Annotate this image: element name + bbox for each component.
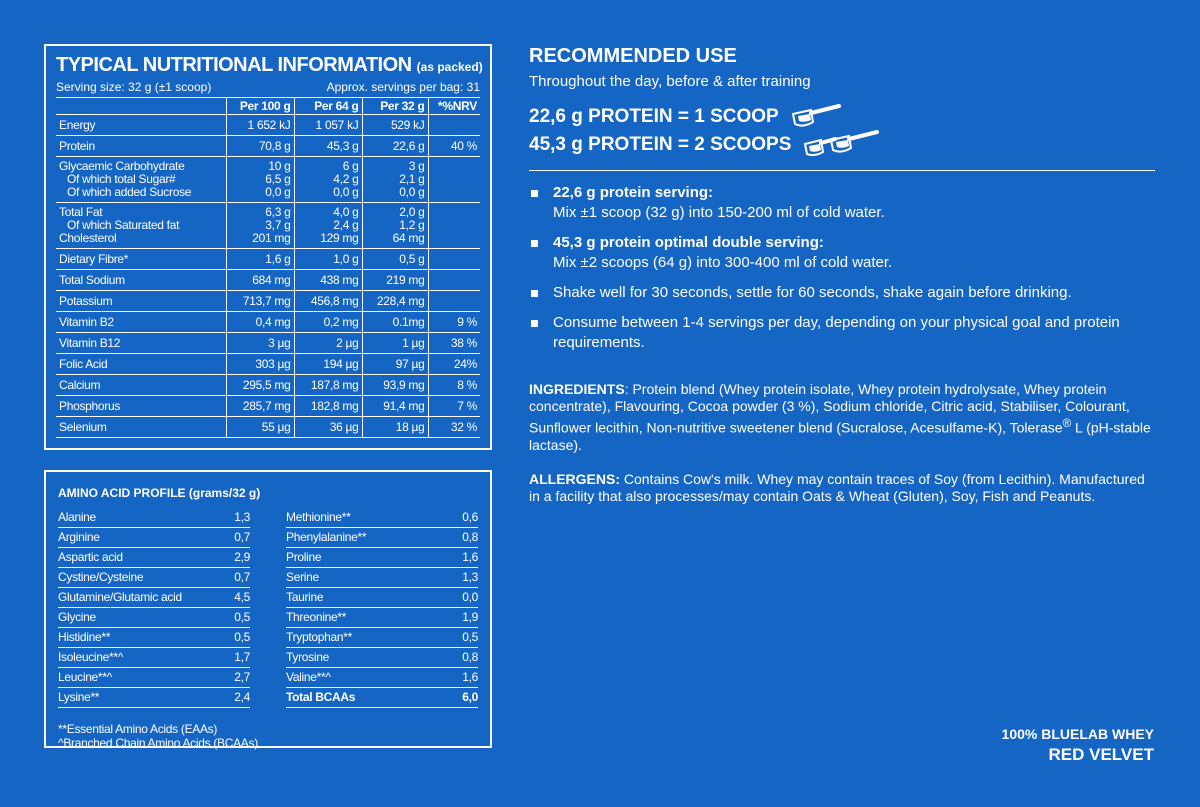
- nutrient-v100: 6,3 g: [226, 203, 294, 220]
- nutrient-v32: 97 µg: [362, 354, 428, 375]
- amino-name: Proline: [286, 550, 322, 564]
- nutrient-v64: 2 µg: [294, 333, 362, 354]
- amino-name: Total BCAAs: [286, 690, 356, 704]
- nutrition-title: TYPICAL NUTRITIONAL INFORMATION (as packed): [56, 54, 483, 76]
- nutrient-v64: 4,2 g: [294, 173, 362, 186]
- nutrient-v64: 6 g: [294, 157, 362, 174]
- amino-row: [286, 648, 478, 668]
- nutrient-v32: 0,0 g: [362, 186, 428, 203]
- amino-value: 0,8: [462, 530, 478, 544]
- nutrient-v100: 6,5 g: [226, 173, 294, 186]
- amino-row: [286, 608, 478, 628]
- nutrient-v100: 201 mg: [226, 232, 294, 249]
- amino-value: 2,4: [234, 690, 250, 704]
- amino-row: [58, 508, 250, 528]
- amino-value: 0,7: [234, 570, 250, 584]
- amino-name: Valine**^: [286, 670, 331, 684]
- nutrient-v100: 3,7 g: [226, 219, 294, 232]
- nutrient-v100: 55 µg: [226, 417, 294, 438]
- recommended-title: RECOMMENDED USE: [529, 45, 737, 67]
- nutrient-name: Calcium: [59, 377, 101, 392]
- nutrition-row: [56, 186, 480, 203]
- ingredients-text-end: L (pH-stable lactase).: [529, 419, 1151, 453]
- amino-name: Threonine**: [286, 610, 347, 624]
- nutrition-row: [56, 249, 480, 270]
- usage-item: [529, 283, 1155, 303]
- amino-name: Isoleucine**^: [58, 650, 124, 664]
- footnote-eaa: **Essential Amino Acids (EAAs): [58, 722, 218, 736]
- amino-row: [58, 588, 250, 608]
- scoop-info: [529, 104, 1155, 160]
- nutrient-v64: 2,4 g: [294, 219, 362, 232]
- amino-row: [286, 688, 478, 708]
- amino-value: 1,9: [462, 610, 478, 624]
- nutrient-nrv: [428, 270, 480, 291]
- amino-value: 1,3: [462, 570, 478, 584]
- nutrient-name-cell: [56, 136, 226, 157]
- nutrient-nrv: [428, 173, 480, 186]
- column-header: Per 64 g: [294, 98, 362, 115]
- nutrient-v100: 0,0 g: [226, 186, 294, 203]
- nutrient-v64: 36 µg: [294, 417, 362, 438]
- nutrient-nrv: 38 %: [450, 335, 477, 350]
- amino-row: [58, 628, 250, 648]
- amino-value: 0,5: [234, 630, 250, 644]
- column-header: *%NRV: [438, 98, 477, 113]
- scoop-line-2: [529, 130, 1155, 160]
- nutrient-v32: 93,9 mg: [362, 375, 428, 396]
- nutrient-nrv: 9 %: [457, 314, 477, 329]
- amino-row: [286, 588, 478, 608]
- nutrient-v100: 3 µg: [226, 333, 294, 354]
- nutrient-v32: 22,6 g: [362, 136, 428, 157]
- nutrition-row: [56, 232, 480, 249]
- nutrient-nrv: 24%: [453, 356, 477, 371]
- amino-value: 0,5: [234, 610, 250, 624]
- nutrient-name-cell: [56, 291, 226, 312]
- product-name: [1002, 724, 1154, 766]
- scoop1-text: 22,6 g PROTEIN = 1 SCOOP: [529, 106, 779, 127]
- nutrient-nrv: [428, 186, 480, 203]
- nutrient-name: Potassium: [59, 293, 113, 308]
- usage-text: Consume between 1-4 servings per day, depending on your physical goal and protein requirements.: [553, 314, 1120, 351]
- nutrient-nrv: [428, 157, 480, 174]
- nutrient-v64: 0,2 mg: [294, 312, 362, 333]
- nutrient-v100: 303 µg: [226, 354, 294, 375]
- nutrient-name: Of which total Sugar#: [67, 172, 176, 186]
- amino-title: AMINO ACID PROFILE (grams/32 g): [58, 486, 261, 500]
- nutrient-name-cell: [56, 115, 226, 136]
- amino-acid-panel: [44, 470, 492, 748]
- nutrient-v100: 285,7 mg: [226, 396, 294, 417]
- nutrition-row: [56, 333, 480, 354]
- double-scoop-icon: [801, 130, 881, 160]
- usage-item: [529, 183, 1155, 223]
- flavour-line: RED VELVET: [1048, 745, 1154, 764]
- amino-value: 0,6: [462, 510, 478, 524]
- amino-name: Tyrosine: [286, 650, 329, 664]
- nutrient-v100: 684 mg: [226, 270, 294, 291]
- nutrition-row: [56, 312, 480, 333]
- scoop2-text: 45,3 g PROTEIN = 2 SCOOPS: [529, 134, 792, 155]
- nutrient-v100: 295,5 mg: [226, 375, 294, 396]
- footnote-bcaa: ^Branched Chain Amino Acids (BCAAs): [58, 736, 258, 750]
- nutrition-row: [56, 375, 480, 396]
- amino-row: [58, 648, 250, 668]
- amino-name: Methionine**: [286, 510, 351, 524]
- amino-name: Phenylalanine**: [286, 530, 367, 544]
- nutrient-v64: 0,0 g: [294, 186, 362, 203]
- nutrient-name-cell: [56, 270, 226, 291]
- amino-row: [286, 548, 478, 568]
- nutrition-row: [56, 291, 480, 312]
- nutrition-row: [56, 157, 480, 174]
- amino-value: 0,0: [462, 590, 478, 604]
- amino-footnotes: [58, 722, 478, 750]
- nutrient-v32: 1 µg: [362, 333, 428, 354]
- nutrient-nrv: [428, 203, 480, 220]
- nutrient-name: Folic Acid: [59, 356, 108, 371]
- nutrient-v100: 0,4 mg: [226, 312, 294, 333]
- nutrient-v64: 182,8 mg: [294, 396, 362, 417]
- ingredients-label: INGREDIENTS: [529, 381, 625, 397]
- nutrition-table: [56, 98, 480, 438]
- nutrient-v64: 1 057 kJ: [294, 115, 362, 136]
- nutrient-v100: 713,7 mg: [226, 291, 294, 312]
- header-blank: [56, 98, 226, 115]
- amino-value: 1,7: [234, 650, 250, 664]
- nutrient-name: Total Fat: [59, 205, 103, 219]
- amino-value: 1,3: [234, 510, 250, 524]
- amino-value: 2,9: [234, 550, 250, 564]
- nutrient-v64: 187,8 mg: [294, 375, 362, 396]
- nutrition-row: [56, 354, 480, 375]
- nutrient-v64: 45,3 g: [294, 136, 362, 157]
- nutrient-name: Phosphorus: [59, 398, 121, 413]
- nutrition-row: [56, 417, 480, 438]
- nutrient-v32: 3 g: [362, 157, 428, 174]
- amino-name: Histidine**: [58, 630, 111, 644]
- scoop-line-1: [529, 104, 1155, 130]
- amino-value: 0,5: [462, 630, 478, 644]
- nutrient-nrv: [428, 291, 480, 312]
- recommended-subtitle: Throughout the day, before & after training: [529, 73, 811, 90]
- nutrition-title-suffix: (as packed): [416, 60, 483, 74]
- nutrient-v32: 2,0 g: [362, 203, 428, 220]
- amino-name: Tryptophan**: [286, 630, 352, 644]
- nutrient-v32: 529 kJ: [362, 115, 428, 136]
- amino-value: 6,0: [462, 690, 478, 704]
- allergens-label: ALLERGENS:: [529, 470, 620, 487]
- nutrient-name-cell: [56, 203, 226, 220]
- nutrient-v64: 129 mg: [294, 232, 362, 249]
- nutrient-name-cell: [56, 157, 226, 174]
- amino-value: 4,5: [234, 590, 250, 604]
- amino-row: [58, 608, 250, 628]
- amino-name: Cystine/Cysteine: [58, 570, 144, 584]
- nutrient-v32: 2,1 g: [362, 173, 428, 186]
- divider: [529, 170, 1155, 171]
- nutrient-name-cell: [56, 232, 226, 249]
- column-header: Per 100 g: [226, 98, 294, 115]
- nutrient-name-cell: [56, 396, 226, 417]
- nutrient-name: Dietary Fibre*: [59, 251, 129, 266]
- usage-item: [529, 233, 1155, 273]
- amino-name: Glutamine/Glutamic acid: [58, 590, 182, 604]
- nutrient-nrv: [428, 249, 480, 270]
- nutrient-name-cell: [56, 333, 226, 354]
- amino-value: 0,8: [462, 650, 478, 664]
- amino-name: Glycine: [58, 610, 96, 624]
- nutrient-nrv: 32 %: [450, 419, 477, 434]
- nutrient-v64: 456,8 mg: [294, 291, 362, 312]
- nutrient-name: Protein: [59, 138, 95, 153]
- nutrient-name: Glycaemic Carbohydrate: [59, 159, 185, 173]
- amino-row: [286, 628, 478, 648]
- nutrient-name-cell: [56, 186, 226, 203]
- amino-row: [286, 568, 478, 588]
- amino-row: [58, 688, 250, 708]
- nutrition-row: [56, 203, 480, 220]
- nutrition-serving-info: [56, 80, 480, 98]
- serving-size: Serving size: 32 g (±1 scoop): [56, 80, 212, 94]
- usage-heading: 22,6 g protein serving:: [553, 184, 714, 201]
- nutrient-name-cell: [56, 417, 226, 438]
- amino-row: [58, 668, 250, 688]
- amino-value: 2,7: [234, 670, 250, 684]
- amino-value: 1,6: [462, 670, 478, 684]
- nutrition-row: [56, 270, 480, 291]
- usage-text: Mix ±2 scoops (64 g) into 300-400 ml of cold water.: [553, 254, 893, 271]
- recommended-use-section: [529, 44, 1155, 505]
- nutrient-name: Energy: [59, 117, 96, 132]
- nutrient-name: Vitamin B12: [59, 335, 121, 350]
- nutrient-v64: 1,0 g: [294, 249, 362, 270]
- nutrient-v32: 0,5 g: [362, 249, 428, 270]
- nutrient-nrv: [428, 219, 480, 232]
- nutrient-name: Of which added Sucrose: [67, 185, 192, 199]
- nutrient-v100: 10 g: [226, 157, 294, 174]
- amino-name: Leucine**^: [58, 670, 113, 684]
- amino-name: Alanine: [58, 510, 96, 524]
- nutrient-nrv: [428, 232, 480, 249]
- registered-mark: ®: [1062, 417, 1072, 430]
- nutrient-v32: 64 mg: [362, 232, 428, 249]
- amino-name: Aspartic acid: [58, 550, 123, 564]
- amino-left-column: [58, 508, 250, 708]
- nutrient-v32: 18 µg: [362, 417, 428, 438]
- nutrient-nrv: 7 %: [457, 398, 477, 413]
- brand-line: 100% BLUELAB WHEY: [1001, 726, 1154, 742]
- amino-row: [58, 548, 250, 568]
- usage-text: Shake well for 30 seconds, settle for 60 seconds, shake again before drinking.: [553, 284, 1072, 301]
- amino-value: 0,7: [234, 530, 250, 544]
- nutrient-v32: 0.1mg: [362, 312, 428, 333]
- allergens-text: Contains Cow's milk. Whey may contain traces of Soy (from Lecithin). Manufactured in a facility that also processes/may contain Oats & Wheat (Gluten), Soy, Fish and Peanuts.: [529, 470, 1145, 504]
- nutrient-name: Of which Saturated fat: [67, 218, 180, 232]
- amino-right-column: [286, 508, 478, 708]
- nutrient-v32: 91,4 mg: [362, 396, 428, 417]
- nutrient-name-cell: [56, 375, 226, 396]
- usage-list: [529, 183, 1155, 353]
- allergens: [529, 471, 1155, 505]
- nutrient-name: Selenium: [59, 419, 107, 434]
- nutrition-panel: [44, 44, 492, 450]
- amino-row: [286, 508, 478, 528]
- amino-row: [58, 568, 250, 588]
- nutrient-v32: 1,2 g: [362, 219, 428, 232]
- nutrient-v32: 219 mg: [362, 270, 428, 291]
- amino-value: 1,6: [462, 550, 478, 564]
- nutrition-header-row: [56, 98, 480, 115]
- column-header: Per 32 g: [362, 98, 428, 115]
- nutrition-row: [56, 396, 480, 417]
- amino-row: [286, 528, 478, 548]
- nutrition-row: [56, 115, 480, 136]
- nutrient-name: Total Sodium: [59, 272, 125, 287]
- servings-per-bag: Approx. servings per bag: 31: [326, 80, 480, 94]
- nutrient-name-cell: [56, 249, 226, 270]
- nutrient-nrv: 40 %: [450, 138, 477, 153]
- usage-item: [529, 313, 1155, 353]
- ingredients: [529, 381, 1155, 454]
- nutrient-name: Vitamin B2: [59, 314, 114, 329]
- nutrient-v32: 228,4 mg: [362, 291, 428, 312]
- amino-name: Taurine: [286, 590, 324, 604]
- nutrition-row: [56, 136, 480, 157]
- nutrient-nrv: [428, 115, 480, 136]
- nutrient-name: Cholesterol: [59, 231, 117, 245]
- nutrient-v64: 4,0 g: [294, 203, 362, 220]
- nutrient-v100: 1 652 kJ: [226, 115, 294, 136]
- usage-text: Mix ±1 scoop (32 g) into 150-200 ml of cold water.: [553, 204, 885, 221]
- nutrient-v100: 70,8 g: [226, 136, 294, 157]
- nutrient-name-cell: [56, 312, 226, 333]
- amino-row: [58, 528, 250, 548]
- nutrient-nrv: 8 %: [457, 377, 477, 392]
- nutrient-v100: 1,6 g: [226, 249, 294, 270]
- amino-name: Serine: [286, 570, 319, 584]
- ingredients-text: : Protein blend (Whey protein isolate, Whey protein hydrolysate, Whey protein concentrate), Flavouring, Cocoa powder (3 %), Sodium chloride, Citric acid, Stabiliser, Colourant, Sunflower lecithin, Non-nutritive sweetener blend (Sucralose, Acesulfame-K), Tolerase: [529, 381, 1130, 436]
- usage-heading: 45,3 g protein optimal double serving:: [553, 234, 824, 251]
- amino-row: [286, 668, 478, 688]
- nutrient-v64: 194 µg: [294, 354, 362, 375]
- amino-name: Lysine**: [58, 690, 100, 704]
- nutrient-name-cell: [56, 354, 226, 375]
- scoop-icon: [789, 104, 843, 130]
- nutrient-v64: 438 mg: [294, 270, 362, 291]
- amino-name: Arginine: [58, 530, 100, 544]
